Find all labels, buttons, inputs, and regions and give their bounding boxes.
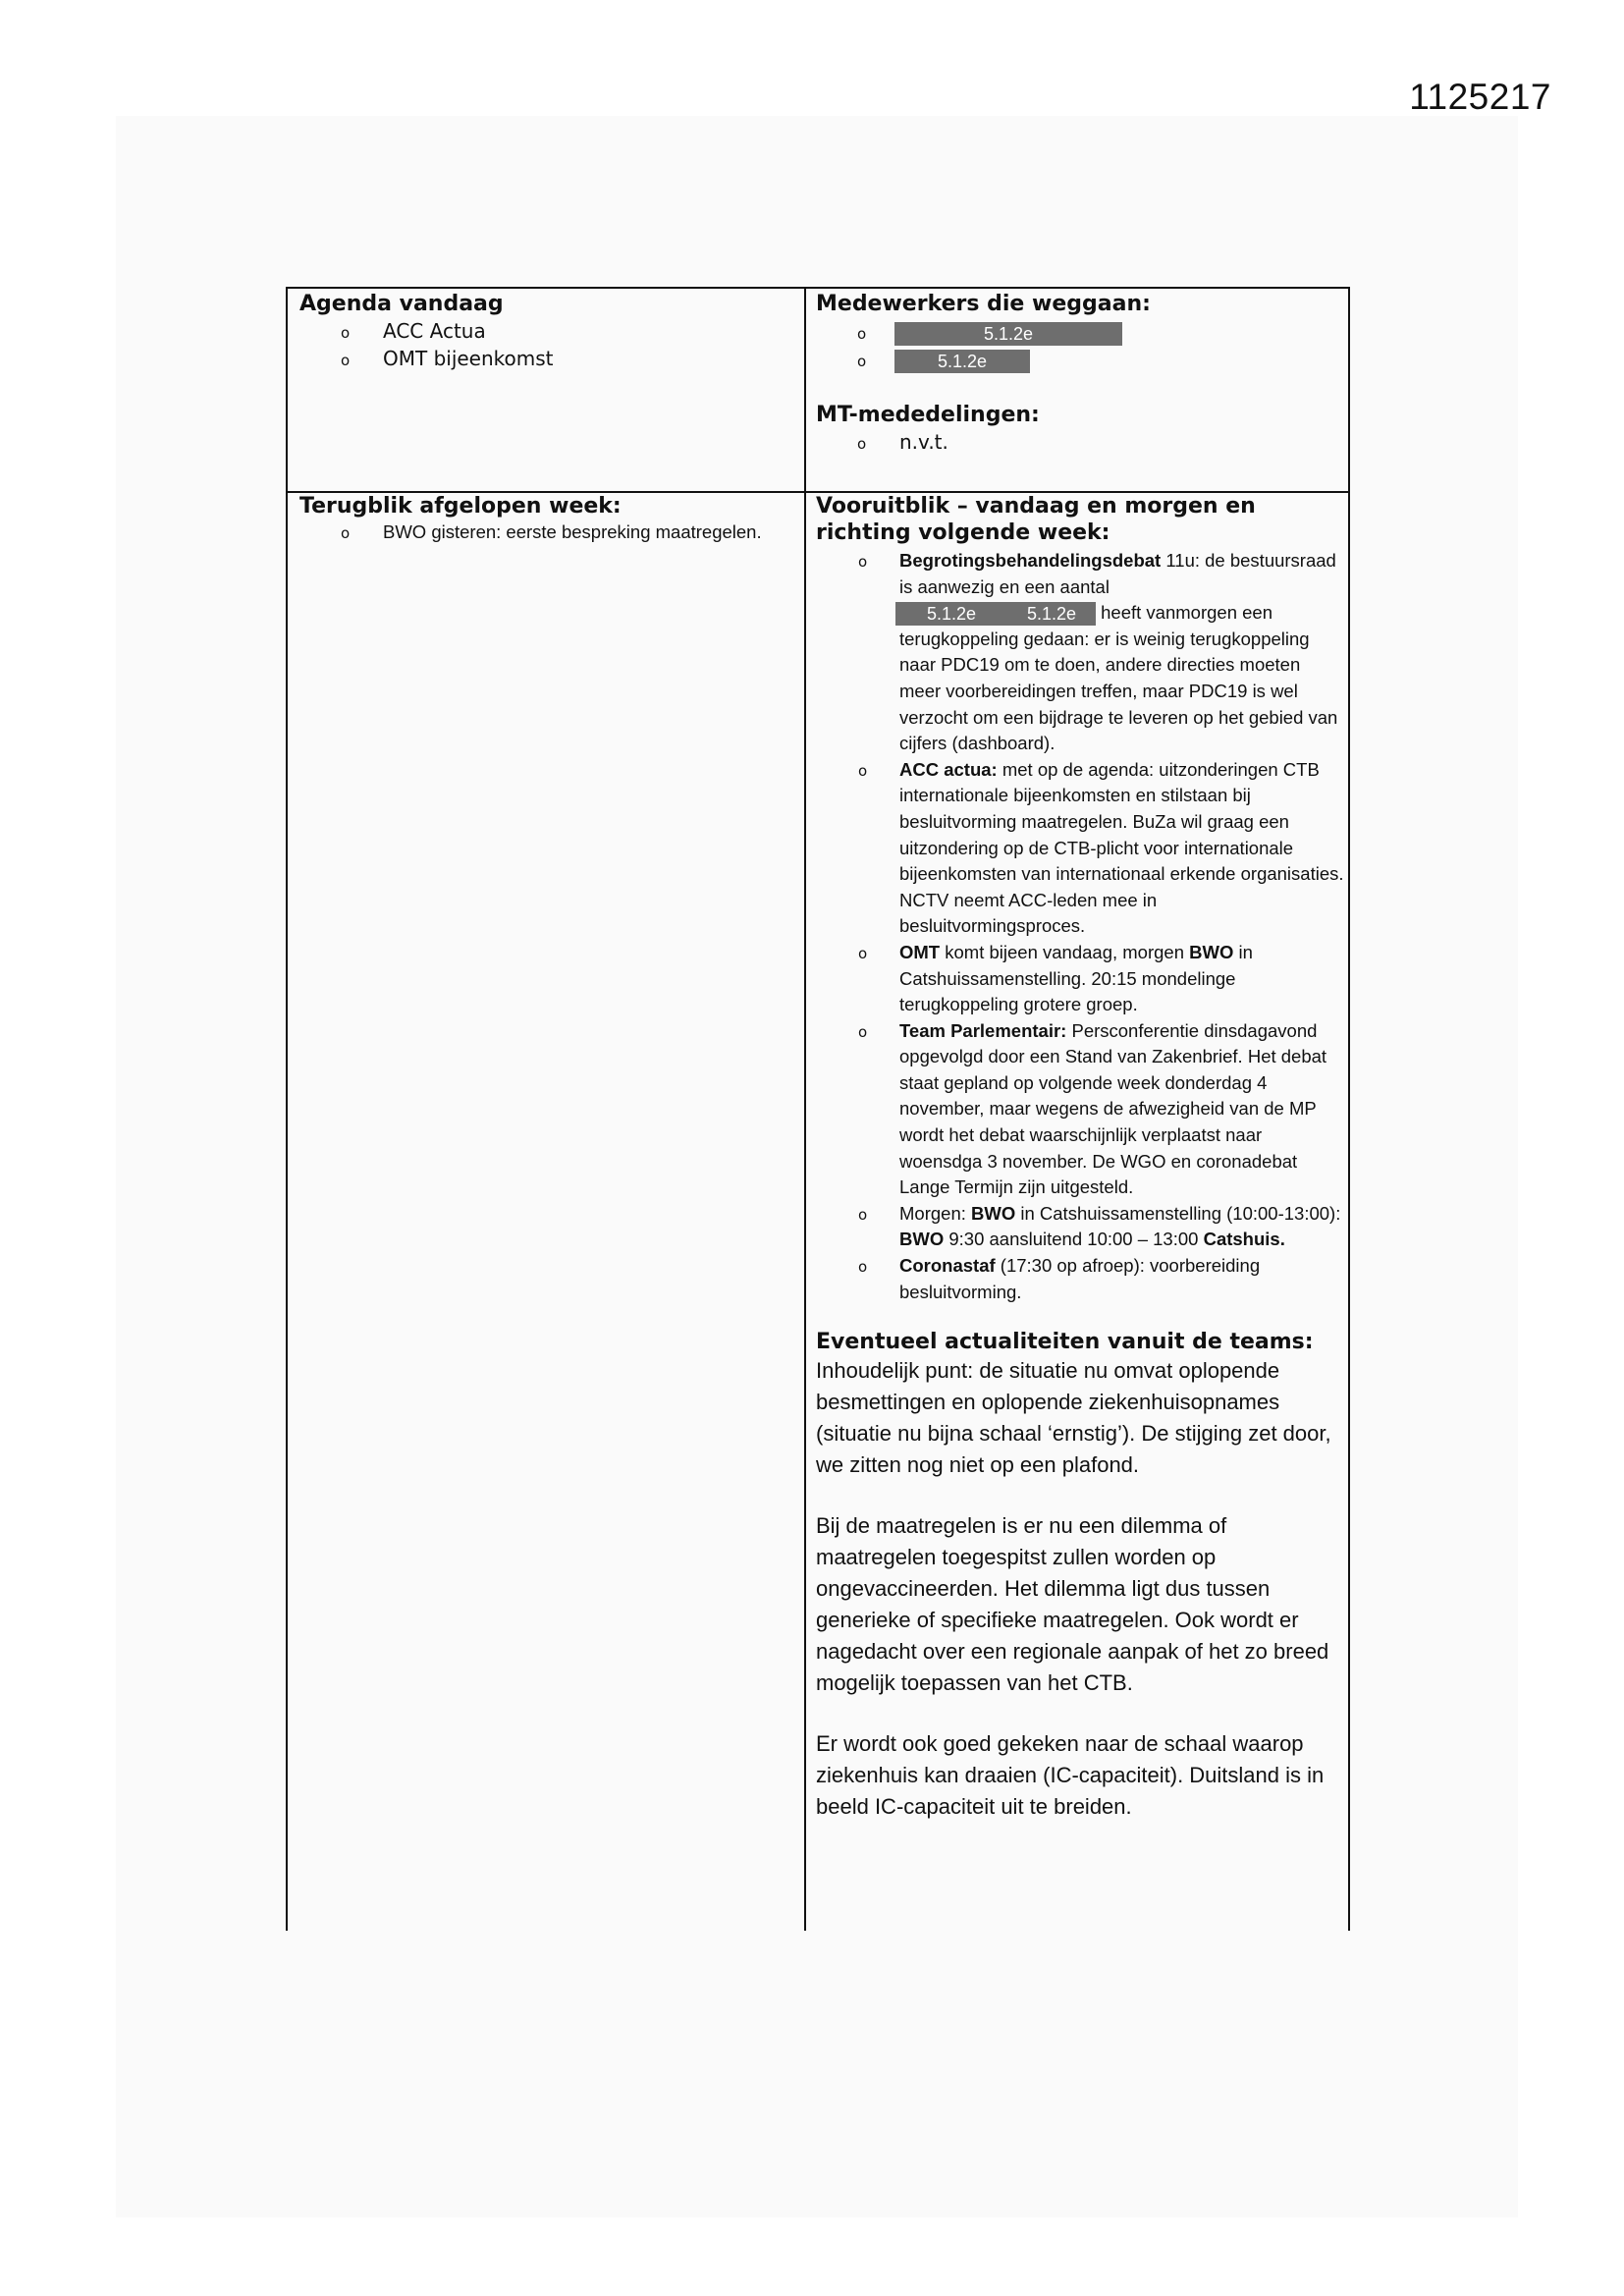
staff-list (816, 318, 1346, 373)
document-number: 1125217 (1409, 77, 1551, 117)
redaction-block: 5.1.2e (894, 322, 1122, 346)
bullet-icon: o (858, 1022, 868, 1041)
mt-list (816, 428, 1346, 456)
bullet-icon: o (858, 944, 868, 962)
review-list (299, 519, 800, 545)
bullet-icon: o (858, 1205, 868, 1224)
staff-title: Medewerkers die weggaan: (816, 292, 1151, 316)
staff-item (816, 346, 1346, 373)
agenda-table (286, 287, 1350, 1931)
news-paragraph: Inhoudelijk punt: de situatie nu omvat oplopende besmettingen en oplopende ziekenhuisopnames (situatie nu bijna schaal ‘ernstig’). De stijging zet door, we zitten nog niet op een plafond. (816, 1358, 1331, 1478)
bullet-icon: o (858, 761, 868, 780)
news-title: Eventueel actualiteiten vanuit de teams: (816, 1330, 1314, 1355)
redaction-block: 5.1.2e (894, 350, 1030, 373)
agenda-cell (299, 291, 800, 372)
outlook-cell (816, 493, 1346, 1823)
review-item: o BWO gisteren: eerste bespreking maatregelen. (299, 519, 800, 545)
outlook-title: Vooruitblik – vandaag en morgen en richting volgende week: (816, 494, 1256, 545)
bullet-icon: o (341, 352, 351, 369)
outlook-item: o OMT komt bijeen vandaag, morgen BWO in Catshuissamenstelling. 20:15 mondelinge terugkoppeling grotere groep. (858, 941, 1253, 1015)
redaction-block: 5.1.2e (1007, 602, 1096, 626)
outlook-item: o Begrotingsbehandelingsdebat 11u: de bestuursraad is aanwezig en een aantal 5.1.2e 5.1.2e heeft vanmorgen een terugkoppeling gedaan: er is weinig terugkoppeling naar PDC19 om te doen, andere directies moeten meer voorbereidingen treffen, maar PDC19 is wel verzocht om een bijdrage te leveren op het gebied van cijfers (dashboard). (858, 550, 1338, 754)
bullet-icon: o (341, 524, 351, 542)
paragraph-gap (816, 1699, 1346, 1728)
review-title: Terugblik afgelopen week: (299, 494, 622, 519)
outlook-item: o Morgen: BWO in Catshuissamenstelling (10:00-13:00): BWO 9:30 aansluitend 10:00 – 13:00 Catshuis. (858, 1202, 1341, 1250)
redaction-block: 5.1.2e (895, 602, 1007, 626)
bullet-icon: o (858, 1258, 868, 1277)
news-paragraph: Er wordt ook goed gekeken naar de schaal waarop ziekenhuis kan draaien (IC-capaciteit). Duitsland is in beeld IC-capaciteit uit te breiden. (816, 1731, 1325, 1820)
agenda-item: o ACC Actua (299, 317, 800, 345)
mt-title: MT-mededelingen: (816, 403, 1040, 427)
outlook-item: o ACC actua: met op de agenda: uitzonderingen CTB internationale bijeenkomsten en stilstaan bij besluitvorming maatregelen. BuZa wil graag een uitzondering op de CTB-plicht voor internationale bijeenkomsten van internationaal erkende organisaties. NCTV neemt ACC-leden mee in besluitvormingsproces. (858, 758, 1344, 937)
bullet-icon: o (857, 435, 867, 453)
column-divider (804, 289, 806, 1931)
outlook-item: o Coronastaf (17:30 op afroep): voorbereiding besluitvorming. (858, 1255, 1261, 1302)
agenda-item: o OMT bijeenkomst (299, 345, 800, 372)
outlook-list (816, 548, 1346, 1305)
bullet-icon: o (857, 325, 867, 343)
staff-item (816, 318, 1346, 346)
agenda-list (299, 317, 800, 372)
agenda-title: Agenda vandaag (299, 292, 504, 316)
mt-item: o n.v.t. (816, 428, 1346, 456)
staff-cell (816, 291, 1346, 456)
review-cell (299, 493, 800, 545)
news-paragraph: Bij de maatregelen is er nu een dilemma of maatregelen toegespitst zullen worden op ongevaccineerden. Het dilemma ligt dus tussen generieke of specifieke maatregelen. Ook wordt er nagedacht over een regionale aanpak of het zo breed mogelijk toepassen van het CTB. (816, 1513, 1329, 1696)
paragraph-gap (816, 1481, 1346, 1510)
bullet-icon: o (341, 324, 351, 342)
bullet-icon: o (858, 553, 868, 571)
bullet-icon: o (857, 353, 867, 370)
outlook-item: o Team Parlementair: Persconferentie dinsdagavond opgevolgd door een Stand van Zakenbrief. Het debat staat gepland op volgende week donderdag 4 november, maar wegens de afwezigheid van de MP wordt het debat waarschijnlijk verplaatst naar woensdga 3 november. De WGO en coronadebat Lange Termijn zijn uitgesteld. (858, 1019, 1327, 1198)
